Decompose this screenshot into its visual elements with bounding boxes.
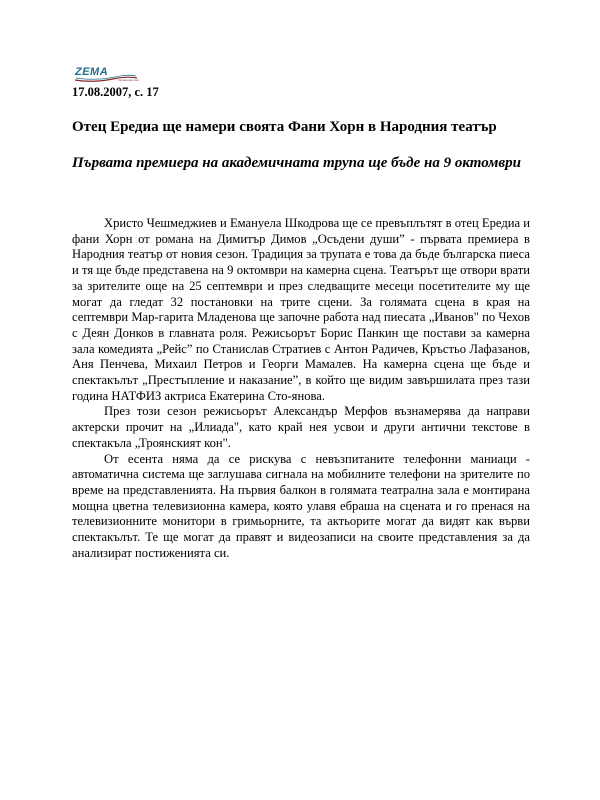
article-paragraph: От есента няма да се рискува с невъзпитаните телефонни маниаци - автоматична система ще заглушава сигнала на мобилните телефони на зрителите по време на представленията. На първия балкон в голямата театрална зала е монтирана мощна цветна телевизионна камера, която улавя ебраша на сцената и го пренася на телевизионните монитори в гримьорните, та актьорите могат да видят как върви спектакълът. Те ще могат да правят и видеозаписи на своите представления за да анализират постиженията си. xyxy=(72,451,530,560)
article-body xyxy=(72,216,530,561)
article-subtitle: Първата премиера на академичната трупа ще бъде на 9 октомври xyxy=(72,155,521,171)
article-paragraph: През този сезон режисьорът Александър Мерфов възнамерява да направи актерски прочит на „Илиада", като край нея усвои и други антични текстове в спектакъла „Троянският кон". xyxy=(72,404,530,450)
document-page xyxy=(72,66,530,561)
article-title: Отец Eредиа ще намери своята Фани Хорн в Народния театър xyxy=(72,119,497,135)
logo-subtext: zemanews.com xyxy=(118,78,139,82)
logo-text: ZEMA xyxy=(75,66,109,78)
source-dateline: 17.08.2007, с. 17 xyxy=(72,85,159,99)
newspaper-logo xyxy=(73,66,139,84)
article-paragraph: Христо Чешмеджиев и Емануела Шкодрова ще се превъплътят в отец Ередиа и фани Хорн от романа на Димитър Димов „Осъдени души” - първата премиера в Народния театър от новия сезон. Традиция за трупата е това да бъде българска пиеса и тя ще бъде представена на 9 октомври на камерна сцена. Театърът ще отвори врати за зрителите още на 25 септември и през следващите месеци посетителите му ще могат да гледат 32 постановки на трите сцени. За голямата сцена в края на септември Мар-гарита Младенова ще започне работа над пиесата „Иванов" по Чехов с Деян Донков в главната роля. Режисьорът Борис Панкин ще постави за камерна зала комедията „Рейс” по Станислав Стратиев с Антон Радичев, Кръстьо Лафазанов, Аня Пенчева, Михаил Петров и Георги Мамалев. На камерна сцена ще бъде и спектакълът „Престъпление и наказание”, в който ще видим завършилата през тази година НАТФИЗ актриса Екатерина Сто-янова. xyxy=(72,216,530,403)
